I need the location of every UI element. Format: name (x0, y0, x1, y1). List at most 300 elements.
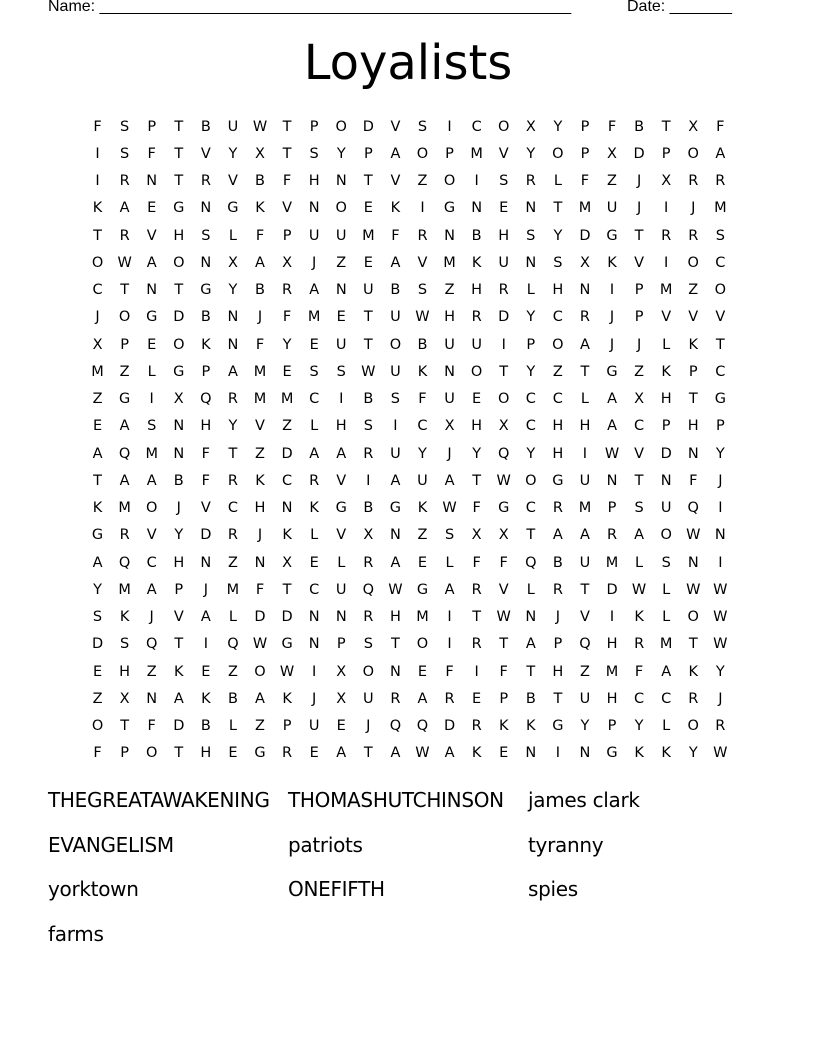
grid-cell: D (660, 445, 672, 462)
grid-cell: N (471, 200, 483, 217)
grid-cell: T (174, 636, 184, 653)
grid-cell: T (120, 718, 130, 735)
grid-cell: M (578, 500, 592, 517)
grid-cell: A (444, 581, 455, 598)
grid-cell: O (443, 173, 456, 190)
grid-cell: X (282, 254, 293, 271)
grid-cell: U (579, 690, 591, 707)
grid-cell: U (308, 227, 320, 244)
grid-cell: R (444, 690, 455, 707)
grid-cell: D (579, 227, 591, 244)
grid-cell: H (552, 418, 564, 435)
grid-cell: H (552, 663, 564, 680)
grid-cell: O (335, 200, 347, 217)
grid-cell: H (173, 227, 185, 244)
grid-cell: Z (227, 554, 238, 571)
grid-cell: H (606, 636, 618, 653)
grid-cell: U (390, 445, 401, 462)
grid-cell: F (282, 309, 292, 326)
grid-cell: T (174, 145, 184, 162)
grid-cell: A (119, 472, 130, 489)
word-list-item: patriots (288, 832, 363, 857)
grid-cell: I (718, 554, 723, 571)
grid-cell: O (470, 363, 483, 380)
grid-cell: R (417, 227, 428, 244)
grid-cell: N (335, 282, 347, 299)
grid-row (84, 195, 734, 222)
grid-cell: A (525, 636, 536, 653)
grid-cell: L (662, 581, 671, 598)
grid-cell: Q (498, 445, 510, 462)
grid-cell: P (309, 118, 319, 135)
grid-cell: O (173, 336, 185, 353)
grid-cell: F (255, 581, 265, 598)
grid-cell: P (634, 282, 644, 299)
grid-cell: F (93, 118, 102, 135)
grid-cell: Z (227, 663, 238, 680)
grid-cell: U (498, 254, 510, 271)
grid-cell: X (661, 173, 672, 190)
grid-cell: Y (688, 745, 698, 762)
grid-cell: X (336, 690, 347, 707)
grid-cell: R (200, 173, 211, 190)
grid-cell: N (146, 173, 158, 190)
grid-cell: I (718, 500, 723, 517)
word-list (48, 778, 768, 957)
grid-cell: T (120, 282, 130, 299)
grid-cell: L (310, 527, 319, 544)
grid-cell: I (393, 418, 398, 435)
grid-cell: A (390, 554, 401, 571)
grid-cell: S (499, 173, 509, 190)
grid-cell: I (664, 200, 669, 217)
grid-cell: I (312, 663, 317, 680)
grid-cell: K (471, 254, 482, 271)
grid-cell: M (659, 282, 673, 299)
grid-cell: C (525, 500, 536, 517)
grid-cell: N (389, 527, 401, 544)
grid-cell: J (312, 254, 317, 271)
grid-cell: G (335, 500, 347, 517)
grid-cell: G (606, 745, 618, 762)
grid-cell: W (686, 527, 701, 544)
grid-cell: P (282, 227, 292, 244)
grid-cell: U (390, 309, 401, 326)
grid-cell: M (307, 309, 321, 326)
grid-cell: T (472, 472, 482, 489)
grid-cell: P (715, 418, 725, 435)
grid-cell: A (255, 690, 265, 707)
grid-cell: W (713, 745, 728, 762)
grid-cell: J (366, 718, 371, 735)
grid-cell: M (605, 663, 619, 680)
grid-cell: P (607, 500, 617, 517)
grid-cell: R (227, 472, 238, 489)
grid-cell: M (253, 391, 267, 408)
grid-cell: K (92, 200, 103, 217)
grid-cell: A (607, 391, 617, 408)
grid-cell: P (201, 363, 211, 380)
grid-cell: N (525, 609, 537, 626)
grid-cell: G (227, 200, 239, 217)
grid-cell: T (688, 636, 698, 653)
grid-cell: O (173, 254, 185, 271)
grid-cell: A (715, 145, 726, 162)
grid-cell: D (200, 527, 212, 544)
grid-row (84, 685, 734, 712)
grid-cell: G (552, 472, 564, 489)
grid-cell: K (661, 363, 671, 380)
grid-cell: A (92, 554, 103, 571)
grid-cell: N (579, 282, 591, 299)
grid-cell: P (120, 745, 129, 762)
grid-cell: U (579, 472, 591, 489)
grid-cell: V (146, 527, 157, 544)
grid-cell: T (553, 690, 563, 707)
grid-cell: G (146, 309, 158, 326)
grid-row (84, 576, 734, 603)
grid-row (84, 168, 734, 195)
grid-cell: J (203, 581, 208, 598)
grid-cell: R (363, 554, 374, 571)
grid-cell: T (634, 227, 644, 244)
grid-cell: D (362, 118, 374, 135)
grid-cell: U (335, 227, 347, 244)
grid-cell: Y (526, 445, 536, 462)
grid-cell: A (146, 472, 157, 489)
grid-cell: G (498, 500, 510, 517)
grid-cell: I (447, 118, 452, 135)
grid-cell: A (227, 363, 238, 380)
grid-cell: D (254, 609, 266, 626)
grid-cell: W (496, 609, 511, 626)
grid-cell: I (474, 663, 479, 680)
grid-cell: X (607, 145, 617, 162)
grid-cell: O (498, 118, 510, 135)
date-field-label: Date: _______ (627, 0, 732, 15)
grid-cell: V (498, 581, 509, 598)
grid-cell: K (255, 472, 265, 489)
grid-cell: F (634, 663, 644, 680)
grid-cell: M (253, 363, 267, 380)
grid-cell: W (496, 472, 511, 489)
grid-cell: P (147, 118, 157, 135)
grid-cell: V (173, 609, 184, 626)
grid-cell: I (339, 391, 344, 408)
grid-cell: T (174, 282, 184, 299)
grid-cell: H (552, 445, 564, 462)
grid-cell: R (688, 227, 699, 244)
grid-cell: E (417, 663, 428, 680)
grid-cell: G (118, 391, 131, 408)
grid-cell: T (228, 445, 238, 462)
grid-cell: A (579, 527, 590, 544)
grid-cell: N (525, 745, 537, 762)
grid-cell: N (200, 200, 212, 217)
grid-cell: X (282, 554, 293, 571)
grid-cell: H (579, 418, 591, 435)
grid-cell: F (93, 745, 102, 762)
grid-cell: S (363, 636, 373, 653)
grid-cell: Z (579, 663, 590, 680)
grid-cell: P (580, 145, 590, 162)
grid-cell: E (363, 254, 373, 271)
grid-cell: E (92, 418, 103, 435)
grid-row (84, 386, 734, 413)
grid-cell: J (636, 173, 642, 190)
grid-cell: E (147, 336, 157, 353)
grid-cell: Y (634, 718, 644, 735)
grid-cell: R (227, 391, 238, 408)
grid-cell: J (718, 690, 723, 707)
grid-cell: T (499, 363, 509, 380)
grid-cell: G (173, 363, 185, 380)
grid-cell: F (391, 227, 400, 244)
grid-row (84, 358, 734, 385)
grid-cell: N (200, 554, 212, 571)
grid-cell: R (227, 527, 238, 544)
grid-cell: N (308, 609, 320, 626)
grid-cell: T (174, 745, 184, 762)
grid-cell: Y (418, 445, 427, 462)
grid-cell: E (92, 663, 103, 680)
grid-cell: F (282, 173, 292, 190)
grid-cell: C (552, 309, 563, 326)
grid-cell: T (688, 391, 698, 408)
grid-cell: S (120, 636, 130, 653)
grid-cell: A (200, 609, 211, 626)
grid-cell: C (661, 690, 672, 707)
grid-cell: G (606, 363, 618, 380)
grid-cell: O (416, 145, 429, 162)
word-list-item: tyranny (528, 832, 604, 857)
grid-cell: F (201, 445, 211, 462)
grid-cell: W (604, 445, 620, 462)
grid-cell: A (390, 472, 401, 489)
name-field-label: Name: _____________________________________________________ (48, 0, 572, 15)
grid-cell: L (445, 554, 454, 571)
grid-cell: A (336, 445, 347, 462)
grid-cell: F (201, 472, 211, 489)
grid-cell: I (582, 445, 588, 462)
grid-cell: R (552, 500, 563, 517)
grid-cell: R (282, 282, 293, 299)
grid-cell: P (499, 690, 509, 707)
grid-cell: D (606, 581, 618, 598)
grid-cell: C (552, 391, 563, 408)
grid-cell: C (525, 391, 536, 408)
grid-cell: T (174, 118, 184, 135)
grid-cell: B (173, 472, 184, 489)
grid-cell: V (634, 254, 645, 271)
grid-cell: L (580, 391, 589, 408)
grid-cell: Z (444, 282, 455, 299)
grid-cell: N (444, 227, 455, 244)
grid-cell: Y (472, 445, 482, 462)
grid-cell: H (660, 391, 672, 408)
grid-cell: F (255, 336, 265, 353)
page-title: Loyalists (303, 35, 513, 91)
grid-cell: J (691, 200, 696, 217)
grid-cell: O (118, 309, 131, 326)
grid-cell: I (609, 282, 615, 299)
grid-cell: U (444, 391, 455, 408)
grid-cell: C (309, 581, 320, 598)
grid-cell: K (417, 363, 428, 380)
grid-cell: N (227, 309, 239, 326)
grid-cell: F (418, 391, 427, 408)
grid-cell: A (146, 254, 157, 271)
grid-cell: A (92, 445, 103, 462)
grid-cell: C (146, 554, 157, 571)
grid-cell: W (388, 581, 403, 598)
grid-cell: T (174, 173, 184, 190)
grid-cell: T (580, 581, 590, 598)
grid-cell: F (472, 500, 481, 517)
grid-cell: H (200, 745, 212, 762)
grid-cell: K (309, 500, 319, 517)
grid-cell: Z (255, 445, 265, 462)
grid-cell: K (661, 745, 671, 762)
grid-cell: V (498, 145, 509, 162)
grid-cell: R (471, 636, 482, 653)
grid-cell: O (552, 336, 564, 353)
grid-cell: M (443, 254, 456, 271)
grid-cell: T (93, 472, 102, 489)
grid-cell: B (200, 718, 211, 735)
grid-cell: D (498, 309, 510, 326)
grid-cell: S (444, 527, 455, 544)
grid-cell: L (662, 336, 671, 353)
grid-cell: C (634, 690, 645, 707)
grid-cell: A (552, 527, 563, 544)
grid-cell: W (252, 118, 268, 135)
grid-cell: B (390, 282, 401, 299)
grid-cell: F (499, 663, 508, 680)
grid-cell: J (447, 445, 452, 462)
grid-cell: I (501, 336, 506, 353)
grid-cell: R (715, 718, 726, 735)
grid-cell: Q (118, 554, 131, 571)
grid-cell: T (363, 309, 373, 326)
grid-cell: Z (417, 527, 428, 544)
grid-cell: P (336, 636, 346, 653)
grid-cell: I (95, 173, 100, 190)
grid-cell: E (201, 663, 211, 680)
grid-cell: Z (92, 391, 103, 408)
grid-cell: S (309, 145, 319, 162)
grid-cell: K (634, 745, 644, 762)
grid-cell: E (472, 391, 482, 408)
grid-cell: M (118, 581, 131, 598)
grid-cell: S (417, 282, 428, 299)
grid-cell: Y (336, 145, 346, 162)
grid-cell: P (174, 581, 184, 598)
grid-cell: R (634, 636, 645, 653)
grid-cell: Q (579, 636, 591, 653)
grid-cell: I (203, 636, 208, 653)
grid-cell: J (609, 309, 615, 326)
grid-cell: O (525, 472, 537, 489)
grid-cell: G (714, 391, 726, 408)
grid-cell: M (416, 609, 429, 626)
grid-cell: V (227, 173, 238, 190)
grid-cell: W (279, 663, 295, 680)
grid-cell: K (201, 336, 211, 353)
grid-cell: R (579, 309, 590, 326)
grid-cell: A (390, 745, 401, 762)
grid-cell: O (714, 282, 727, 299)
grid-cell: S (417, 118, 428, 135)
grid-cell: W (252, 636, 268, 653)
grid-cell: O (145, 745, 158, 762)
grid-cell: I (447, 609, 452, 626)
grid-cell: A (309, 282, 320, 299)
grid-cell: Q (145, 636, 158, 653)
grid-cell: L (635, 554, 644, 571)
grid-cell: H (389, 609, 401, 626)
grid-cell: L (228, 718, 237, 735)
grid-cell: N (687, 445, 699, 462)
grid-cell: W (117, 254, 132, 271)
grid-row (84, 277, 734, 304)
grid-cell: H (552, 282, 564, 299)
grid-cell: B (227, 690, 238, 707)
grid-cell: V (200, 145, 211, 162)
grid-cell: N (146, 282, 158, 299)
grid-cell: R (309, 472, 320, 489)
grid-cell: Z (688, 282, 699, 299)
grid-cell: M (714, 200, 727, 217)
grid-cell: I (555, 745, 560, 762)
grid-cell: I (664, 254, 669, 271)
letter-grid (84, 113, 734, 767)
grid-cell: J (176, 500, 181, 517)
grid-cell: R (471, 718, 482, 735)
grid-cell: I (609, 609, 615, 626)
grid-cell: C (309, 391, 320, 408)
grid-row (84, 522, 734, 549)
grid-cell: Q (389, 718, 402, 735)
grid-cell: T (390, 636, 400, 653)
grid-cell: S (92, 609, 103, 626)
grid-cell: T (93, 227, 102, 244)
grid-cell: Y (228, 145, 238, 162)
grid-cell: E (363, 200, 373, 217)
word-list-item: farms (48, 922, 104, 947)
word-list-item: THOMASHUTCHINSON (288, 788, 504, 812)
grid-row (84, 495, 734, 522)
grid-cell: P (445, 145, 454, 162)
grid-cell: X (92, 336, 103, 353)
grid-cell: K (471, 745, 482, 762)
grid-cell: G (200, 282, 212, 299)
grid-cell: O (335, 118, 347, 135)
grid-cell: N (173, 445, 185, 462)
word-list-item: james clark (528, 788, 640, 812)
grid-cell: E (336, 309, 346, 326)
grid-row (84, 113, 734, 140)
grid-cell: S (120, 145, 130, 162)
grid-cell: B (200, 309, 211, 326)
grid-cell: T (526, 663, 536, 680)
grid-cell: Z (634, 363, 645, 380)
grid-cell: E (417, 554, 428, 571)
grid-cell: K (282, 527, 292, 544)
grid-cell: A (444, 745, 455, 762)
grid-cell: O (389, 336, 402, 353)
grid-cell: H (173, 554, 185, 571)
